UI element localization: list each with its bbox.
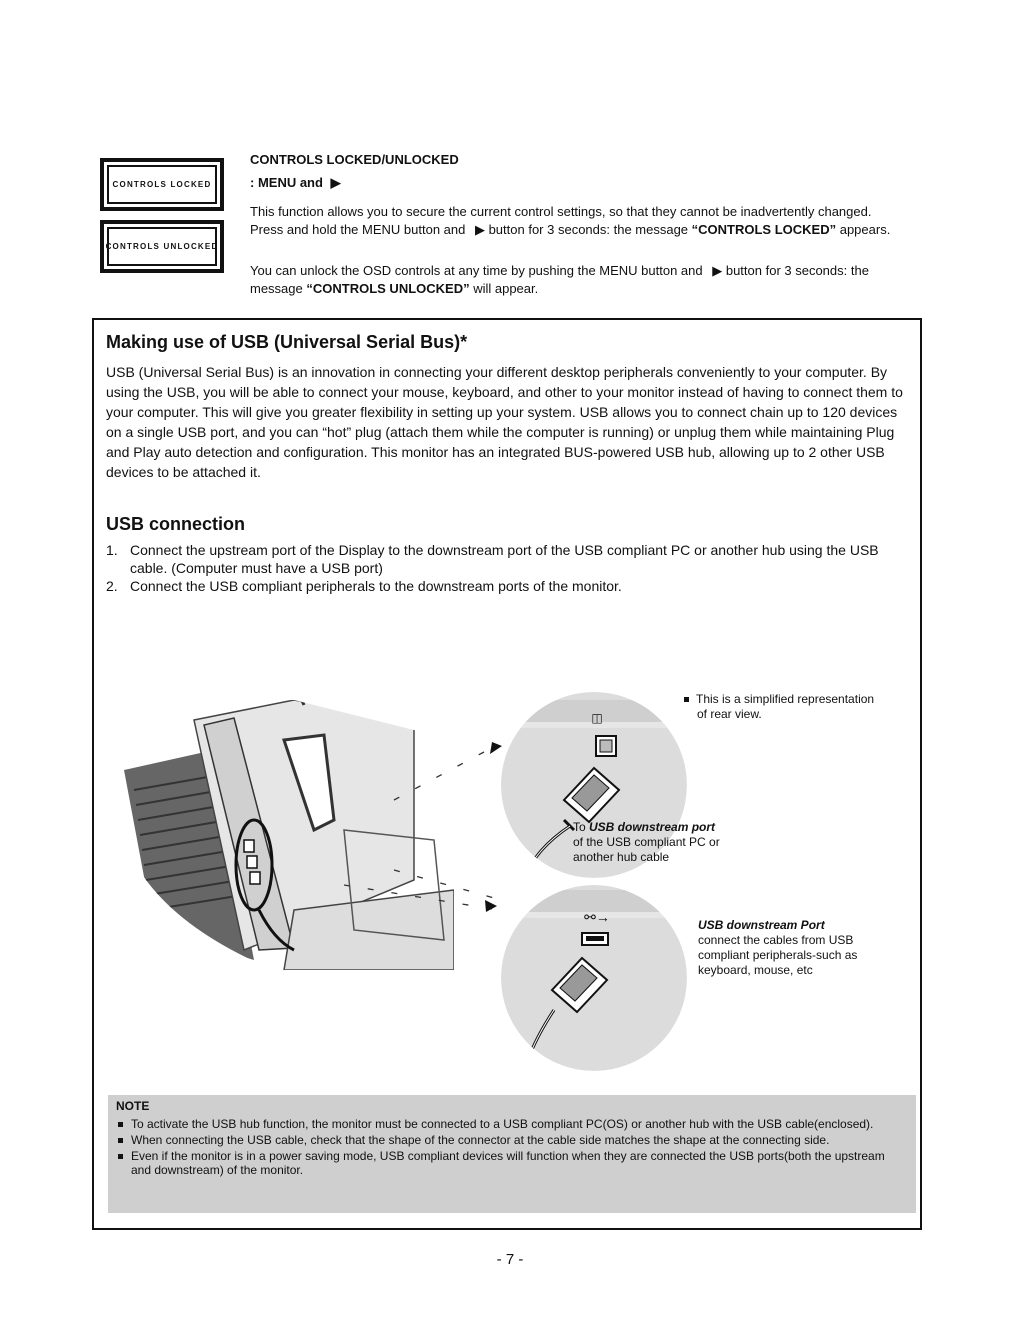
usb-rear-view-illustration xyxy=(94,680,920,1100)
downstream-line-2: compliant peripherals-such as xyxy=(698,948,858,962)
upstream-caption-line-2: of the USB compliant PC or xyxy=(573,835,720,849)
upstream-port-label: USB downstream port xyxy=(589,820,716,834)
osd-unlocked-label: CONTROLS UNLOCKED xyxy=(105,242,219,251)
usb-connection-title: USB connection xyxy=(106,514,246,534)
step-text: Connect the USB compliant peripherals to the downstream ports of the monitor. xyxy=(130,578,622,594)
controls-p2-bold: “CONTROLS UNLOCKED” xyxy=(306,281,470,296)
usb-title: Making use of USB (Universal Serial Bus)* xyxy=(106,332,468,352)
rear-note-line-1: This is a simplified representation xyxy=(696,692,875,706)
usb-symbol-icon: ⚯→ xyxy=(584,909,610,925)
note-text: When connecting the USB cable, check that the shape of the connector at the cable side matches the shape at the connecting side. xyxy=(131,1133,830,1147)
osd-controls-unlocked-image xyxy=(100,220,224,273)
usb-paragraph: USB (Universal Serial Bus) is an innovation in connecting your different desktop peripherals conveniently to your computer. By using the USB, you will be able to connect your mouse, keyboard, and other to your monitor instead of having to connect them to your computer. This will give you greater flexibility in setting up your system. USB allows you to connect chain up to 120 devices on a single USB port, and you can “hot” plug (attach them while the computer is running) or unplug them while maintaining Plug and Play auto detection and configuration. This monitor has an integrated BUS-powered USB hub, allowing up to 2 other USB devices to be attached it. xyxy=(106,364,903,480)
list-item xyxy=(106,541,914,577)
controls-p2-text-c: will appear. xyxy=(469,281,539,296)
controls-heading: CONTROLS LOCKED/UNLOCKED xyxy=(250,152,459,167)
note-list xyxy=(116,1117,906,1179)
upstream-to: To xyxy=(573,820,590,834)
controls-p1-text-c: appears. xyxy=(836,222,891,237)
controls-p2-text-a: You can unlock the OSD controls at any time by pushing the MENU button and xyxy=(250,263,707,278)
osd-controls-locked-image xyxy=(100,158,224,211)
right-arrow-icon: ▶ xyxy=(474,222,485,237)
rear-note-line-2: of rear view. xyxy=(697,707,762,721)
list-item xyxy=(116,1117,906,1131)
page-number: - 7 - xyxy=(496,1251,524,1268)
list-item xyxy=(116,1149,906,1177)
upstream-caption-line-3: another hub cable xyxy=(573,850,670,864)
downstream-line-3: keyboard, mouse, etc xyxy=(698,963,813,977)
bullet-icon xyxy=(118,1138,123,1143)
rear-view-note xyxy=(684,692,874,722)
usb-steps-list xyxy=(106,541,914,595)
controls-subheading xyxy=(250,175,341,191)
bullet-icon xyxy=(118,1122,123,1127)
bullet-icon xyxy=(118,1154,123,1159)
osd-locked-label: CONTROLS LOCKED xyxy=(112,180,212,189)
controls-p1-bold: “CONTROLS LOCKED” xyxy=(691,222,837,237)
monitor-rear-drawing xyxy=(124,689,454,970)
note-text: Even if the monitor is in a power saving mode, USB compliant devices will function when they are connected the USB ports(both the upstream and downstream) of the monitor. xyxy=(131,1149,885,1177)
controls-p1-text-b: button for 3 seconds: the message xyxy=(484,222,692,237)
downstream-caption xyxy=(698,918,857,978)
step-number: 1. xyxy=(106,542,118,558)
list-item xyxy=(106,577,914,595)
downstream-line-1: connect the cables from USB xyxy=(698,933,854,947)
controls-paragraph-1 xyxy=(250,203,900,239)
upstream-symbol-icon: ◫ xyxy=(591,711,603,725)
note-box xyxy=(108,1095,916,1213)
bullet-icon xyxy=(684,697,689,702)
right-arrow-icon: ▶ xyxy=(330,175,341,190)
note-title: NOTE xyxy=(116,1099,150,1113)
list-item xyxy=(116,1133,906,1147)
step-text: Connect the upstream port of the Display to the downstream port of the USB compliant PC or another hub using the USB cable. (Computer must have a USB port) xyxy=(130,542,879,576)
step-number: 2. xyxy=(106,578,118,594)
upstream-caption xyxy=(573,820,720,865)
note-text: To activate the USB hub function, the monitor must be connected to a USB compliant PC(OS) or another hub with the USB cable(enclosed). xyxy=(131,1117,874,1131)
usb-section-box xyxy=(92,318,922,1230)
controls-paragraph-2 xyxy=(250,262,915,298)
controls-subheading-text: : MENU and xyxy=(250,175,323,190)
downstream-title: USB downstream Port xyxy=(698,918,825,932)
controls-p2-text-b: button for 3 seconds: the message xyxy=(250,263,869,296)
controls-p1-text-a: This function allows you to secure the current control settings, so that they cannot be inadvertently changed. Press and hold the MENU button and xyxy=(250,204,872,237)
right-arrow-icon: ▶ xyxy=(712,263,723,278)
